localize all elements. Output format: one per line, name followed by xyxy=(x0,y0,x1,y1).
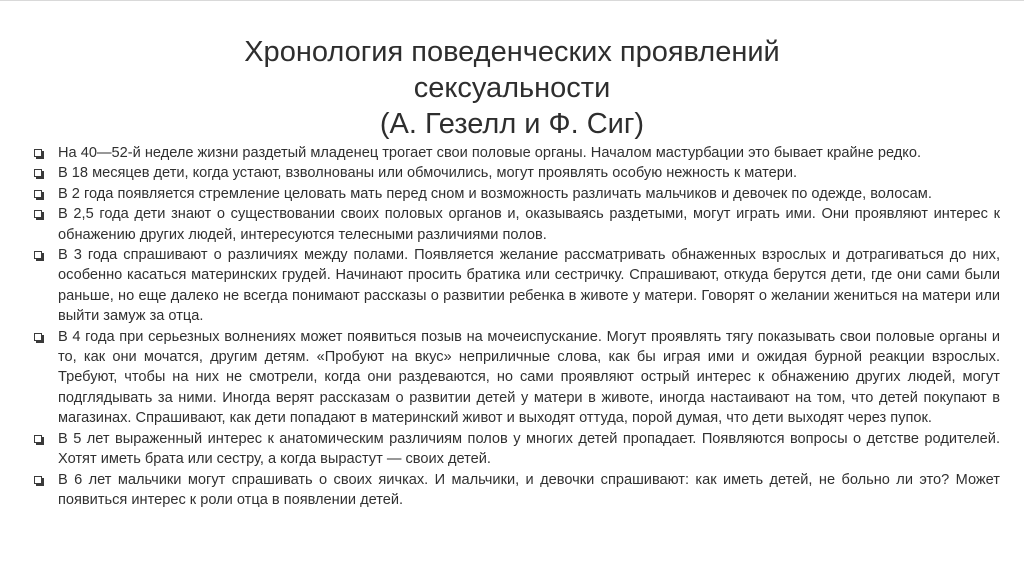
bullet-item xyxy=(33,245,1000,327)
bullet-item xyxy=(33,470,1000,511)
bullet-list xyxy=(33,143,1000,510)
bullet-text: На 40—52-й неделе жизни раздетый младенец трогает свои половые органы. Началом мастурбации это бывает крайне редко. xyxy=(58,145,922,161)
bullet-item xyxy=(33,429,1000,470)
checkbox-square-icon xyxy=(34,435,42,443)
bullet-item xyxy=(33,204,1000,245)
checkbox-square-icon xyxy=(34,333,42,341)
slide-title xyxy=(0,34,1024,142)
bullet-item xyxy=(33,184,1000,204)
bullet-text: В 3 года спрашивают о различиях между полами. Появляется желание рассматривать обнаженных взрослых и дотрагиваться до них, особенно касаться материнских грудей. Начинают просить братика или сестричку. Спрашивают, откуда берутся дети, где они сами были раньше, но еще далеко не всегда понимают рассказы о развитии ребенка в животе у матери. Говорят о желании жениться на матери или выйти замуж за отца. xyxy=(58,247,1000,325)
title-line-3: (А. Гезелл и Ф. Сиг) xyxy=(379,108,645,140)
bullet-text: В 18 месяцев дети, когда устают, взволнованы или обмочились, могут проявлять особую нежность к матери. xyxy=(58,165,798,182)
bullet-text: В 6 лет мальчики могут спрашивать о своих яичках. И мальчики, и девочки спрашивают: как иметь детей, не больно ли это? Может появиться интерес к роли отца в появлении детей. xyxy=(58,471,1000,508)
checkbox-square-icon xyxy=(34,149,42,157)
checkbox-square-icon xyxy=(34,251,42,259)
title-line-2: сексуальности xyxy=(413,72,611,104)
bullet-text: В 2 года появляется стремление целовать мать перед сном и возможность различать мальчиков и девочек по одежде, волосам. xyxy=(58,185,932,202)
bullet-text: В 4 года при серьезных волнениях может появиться позыв на мочеиспускание. Могут проявлять тягу показывать свои половые органы и то, как они мочатся, другим детям. «Пробуют на вкус» неприличные слова, как бы играя ими и ожидая бурной реакции взрослых. Требуют, чтобы на них не смотрели, когда они раздеваются, но сами проявляют острый интерес к обнажению других людей, могут подглядывать за ними. Иногда верят рассказам о развитии детей у матери в животе, иногда настаивают на том, что детей покупают в магазинах. Спрашивают, как дети попадают в материнский живот и выходят оттуда, порой думая, что дети выходят через пупок. xyxy=(58,328,1000,427)
bullet-text: В 2,5 года дети знают о существовании своих половых органов и, оказываясь раздетыми, могут играть ими. Они проявляют интерес к обнажению других людей, интересуются телесными различиями полов. xyxy=(58,206,1000,243)
top-divider xyxy=(0,0,1024,1)
title-line-1: Хронология поведенческих проявлений xyxy=(244,36,780,68)
bullet-item xyxy=(33,163,1000,183)
checkbox-square-icon xyxy=(34,169,42,177)
checkbox-square-icon xyxy=(34,190,42,198)
bullet-item xyxy=(33,327,1000,429)
bullet-item xyxy=(33,143,1000,163)
bullet-text: В 5 лет выраженный интерес к анатомическим различиям полов у многих детей пропадает. Появляются вопросы о детстве родителей. Хотят иметь брата или сестру, а когда вырастут — своих детей. xyxy=(58,430,1000,468)
checkbox-square-icon xyxy=(34,476,42,484)
checkbox-square-icon xyxy=(34,210,42,218)
